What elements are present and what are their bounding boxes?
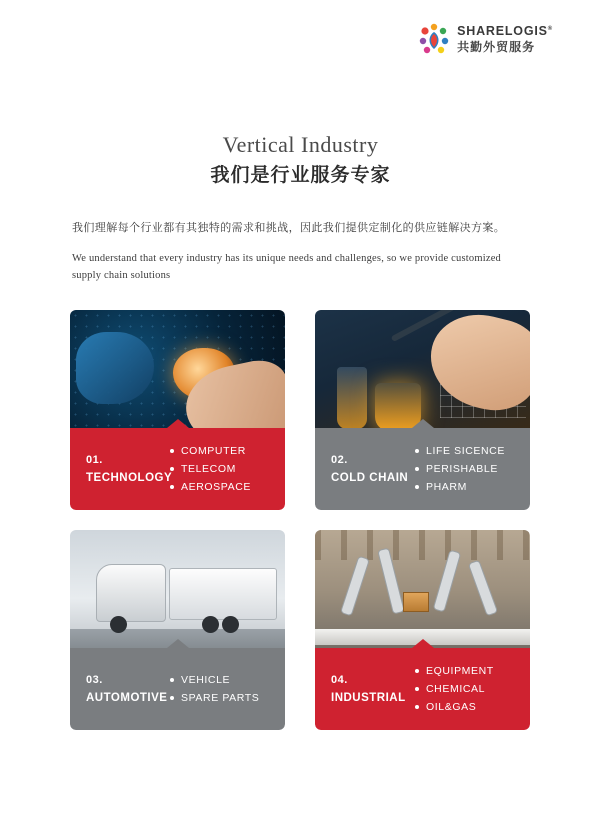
list-item: VEHICLE bbox=[170, 674, 259, 686]
card-title: COLD CHAIN bbox=[331, 472, 409, 484]
card-number: 04. bbox=[331, 674, 348, 686]
card-heading-automotive bbox=[82, 674, 170, 704]
page-title-cn: 我们是行业服务专家 bbox=[210, 165, 391, 186]
card-title: TECHNOLOGY bbox=[86, 472, 173, 484]
card-notch bbox=[412, 419, 434, 428]
list-item: COMPUTER bbox=[170, 445, 251, 457]
card-item-list-industrial bbox=[415, 659, 494, 719]
list-item: TELECOM bbox=[170, 463, 251, 475]
card-notch bbox=[412, 639, 434, 648]
intro-paragraph-en: We understand that every industry has its unique needs and challenges, so we provide customized supply chain solutions bbox=[72, 253, 502, 281]
list-item: OIL&GAS bbox=[415, 701, 494, 713]
card-body-industrial bbox=[315, 648, 530, 730]
brand-name-cn: 共勤外贸服务 bbox=[457, 39, 536, 54]
list-item: CHEMICAL bbox=[415, 683, 494, 695]
card-notch bbox=[167, 639, 189, 648]
card-image-cold-chain bbox=[315, 310, 530, 435]
industry-card-cold-chain[interactable] bbox=[315, 310, 530, 510]
industry-card-technology[interactable] bbox=[70, 310, 285, 510]
card-number: 01. bbox=[86, 454, 103, 466]
list-item: LIFE SICENCE bbox=[415, 445, 505, 457]
page-title-en: Vertical Industry bbox=[222, 132, 379, 157]
industry-card-automotive[interactable] bbox=[70, 530, 285, 730]
brand-name-en-text: SHARELOGIS bbox=[457, 24, 548, 39]
card-image-technology bbox=[70, 310, 285, 435]
card-body-automotive bbox=[70, 648, 285, 730]
card-title: AUTOMOTIVE bbox=[86, 692, 168, 704]
brand-text bbox=[457, 25, 553, 53]
card-body-cold-chain bbox=[315, 428, 530, 510]
card-notch bbox=[167, 419, 189, 428]
card-heading-cold-chain bbox=[327, 454, 415, 484]
card-item-list-technology bbox=[170, 439, 251, 499]
list-item: EQUIPMENT bbox=[415, 665, 494, 677]
card-title: INDUSTRIAL bbox=[331, 692, 406, 704]
industry-card-industrial[interactable] bbox=[315, 530, 530, 730]
brand-logo bbox=[417, 22, 553, 56]
card-number: 02. bbox=[331, 454, 348, 466]
card-number: 03. bbox=[86, 674, 103, 686]
card-heading-industrial bbox=[327, 674, 415, 704]
list-item: SPARE PARTS bbox=[170, 692, 259, 704]
list-item: PERISHABLE bbox=[415, 463, 505, 475]
people-cluster-icon bbox=[417, 22, 451, 56]
intro-paragraph-cn: 我们理解每个行业都有其独特的需求和挑战，因此我们提供定制化的供应链解决方案。 bbox=[72, 222, 506, 234]
list-item: PHARM bbox=[415, 481, 505, 493]
card-item-list-automotive bbox=[170, 668, 259, 710]
card-heading-technology bbox=[82, 454, 173, 484]
card-item-list-cold-chain bbox=[415, 439, 505, 499]
card-image-industrial bbox=[315, 530, 530, 655]
trademark-symbol: ® bbox=[547, 26, 553, 33]
card-image-automotive bbox=[70, 530, 285, 655]
card-body-technology bbox=[70, 428, 285, 510]
brand-name-en bbox=[457, 25, 553, 38]
list-item: AEROSPACE bbox=[170, 481, 251, 493]
